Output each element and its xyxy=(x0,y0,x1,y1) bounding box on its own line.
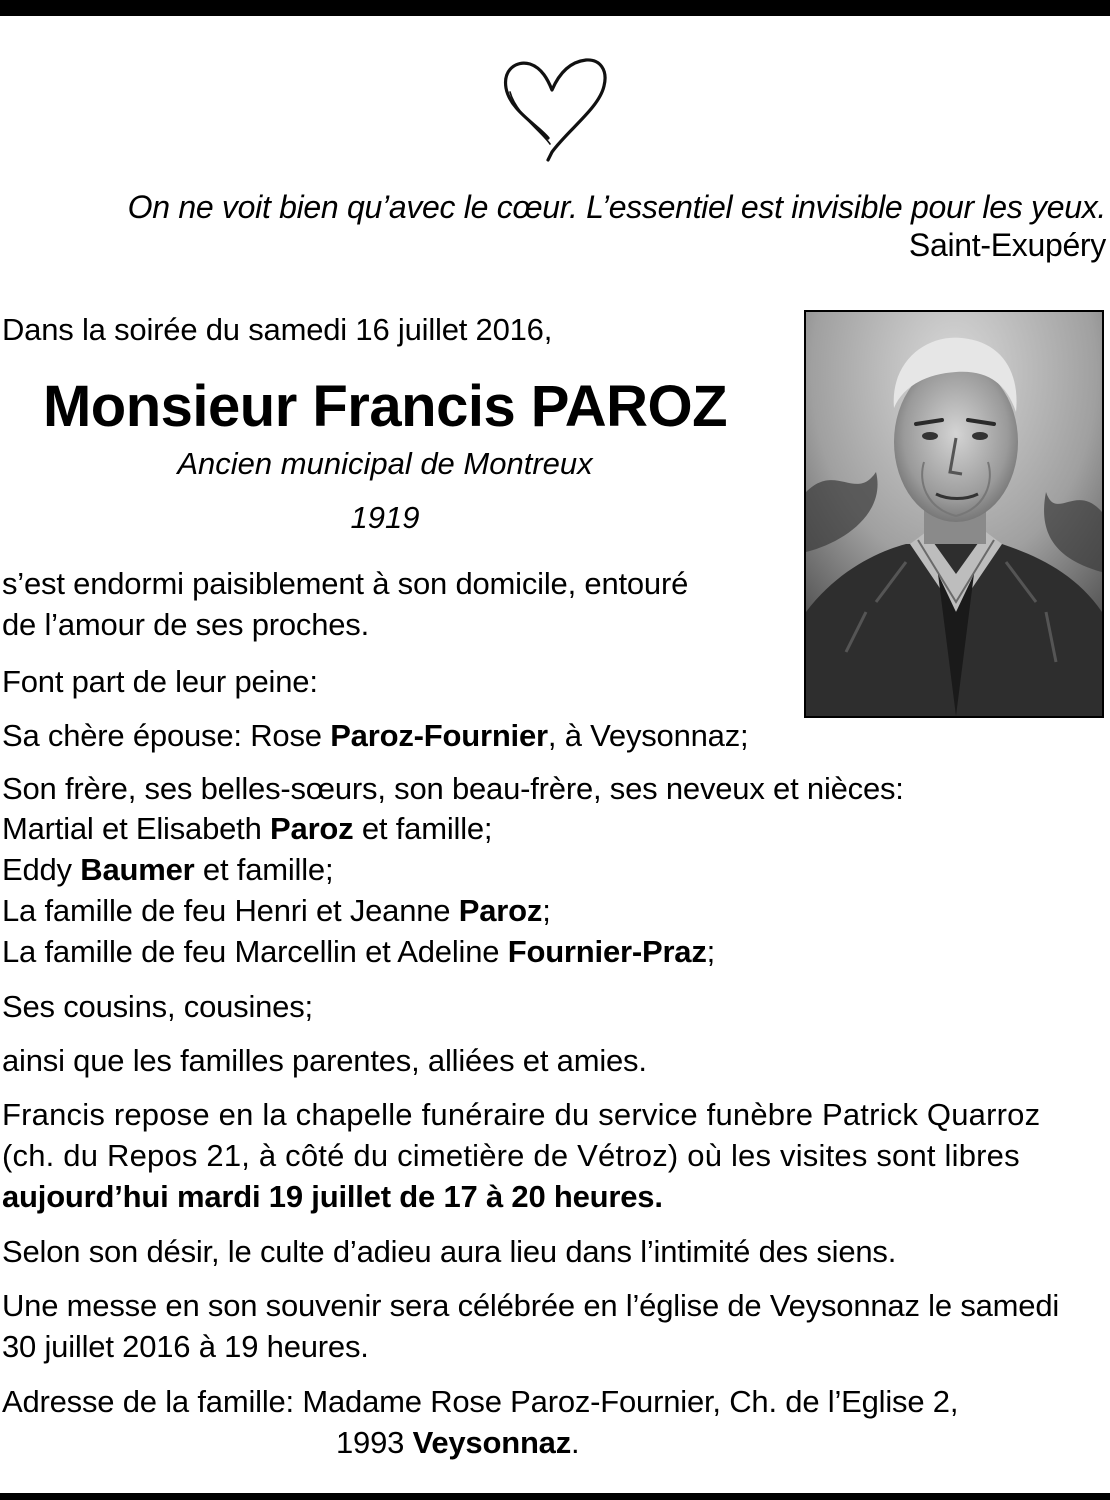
address-line-1: Adresse de la famille: Madame Rose Paroz-Fournier, Ch. de l’Eglise 2, xyxy=(2,1384,959,1419)
family-line: La famille de feu Marcellin et Adeline Fournier-Praz; xyxy=(2,934,716,969)
address-town: Veysonnaz xyxy=(412,1425,572,1460)
visiting-hours: aujourd’hui mardi 19 juillet de 17 à 20 heures. xyxy=(2,1179,663,1214)
relatives-line: ainsi que les familles parentes, alliées et amies. xyxy=(2,1043,647,1078)
quote-author: Saint-Exupéry xyxy=(908,227,1106,263)
address-line-2: 1993 Veysonnaz. xyxy=(336,1425,580,1460)
deceased-name: Monsieur Francis PAROZ xyxy=(42,374,728,439)
passing-line-1: s’est endormi paisiblement à son domicile, entouré xyxy=(2,566,689,601)
family-line: Martial et Elisabeth Paroz et famille; xyxy=(2,811,493,846)
bottom-border xyxy=(0,1493,1110,1500)
portrait-image xyxy=(806,312,1102,716)
family-line: La famille de feu Henri et Jeanne Paroz; xyxy=(2,893,551,928)
epigraph xyxy=(128,188,1106,264)
spouse-surname: Paroz-Fournier xyxy=(330,718,548,753)
portrait-photo xyxy=(804,310,1104,718)
mass-line-1: Une messe en son souvenir sera célébrée en l’église de Veysonnaz le samedi xyxy=(2,1288,1060,1323)
grief-line: Font part de leur peine: xyxy=(2,664,318,699)
top-border xyxy=(0,0,1110,16)
birth-year: 1919 xyxy=(350,500,420,535)
family-intro: Son frère, ses belles-sœurs, son beau-frère, ses neveux et nièces: xyxy=(2,771,904,806)
repose-line-1: Francis repose en la chapelle funéraire du service funèbre Patrick Quarroz xyxy=(2,1097,1041,1132)
intro-line: Dans la soirée du samedi 16 juillet 2016, xyxy=(2,312,553,347)
passing-line-2: de l’amour de ses proches. xyxy=(2,607,369,642)
mass-line-2: 30 juillet 2016 à 19 heures. xyxy=(2,1329,369,1364)
deceased-role: Ancien municipal de Montreux xyxy=(177,446,593,481)
quote-text: On ne voit bien qu’avec le cœur. L’essentiel est invisible pour les yeux. xyxy=(127,189,1106,225)
family-line: Eddy Baumer et famille; xyxy=(2,852,334,887)
spouse-line: Sa chère épouse: Rose Paroz-Fournier, à Veysonnaz; xyxy=(2,718,749,753)
cousins-line: Ses cousins, cousines; xyxy=(2,989,313,1024)
repose-line-2: (ch. du Repos 21, à côté du cimetière de Vétroz) où les visites sont libres xyxy=(2,1138,1020,1173)
wish-line: Selon son désir, le culte d’adieu aura lieu dans l’intimité des siens. xyxy=(2,1234,897,1269)
heart-icon xyxy=(496,52,614,164)
